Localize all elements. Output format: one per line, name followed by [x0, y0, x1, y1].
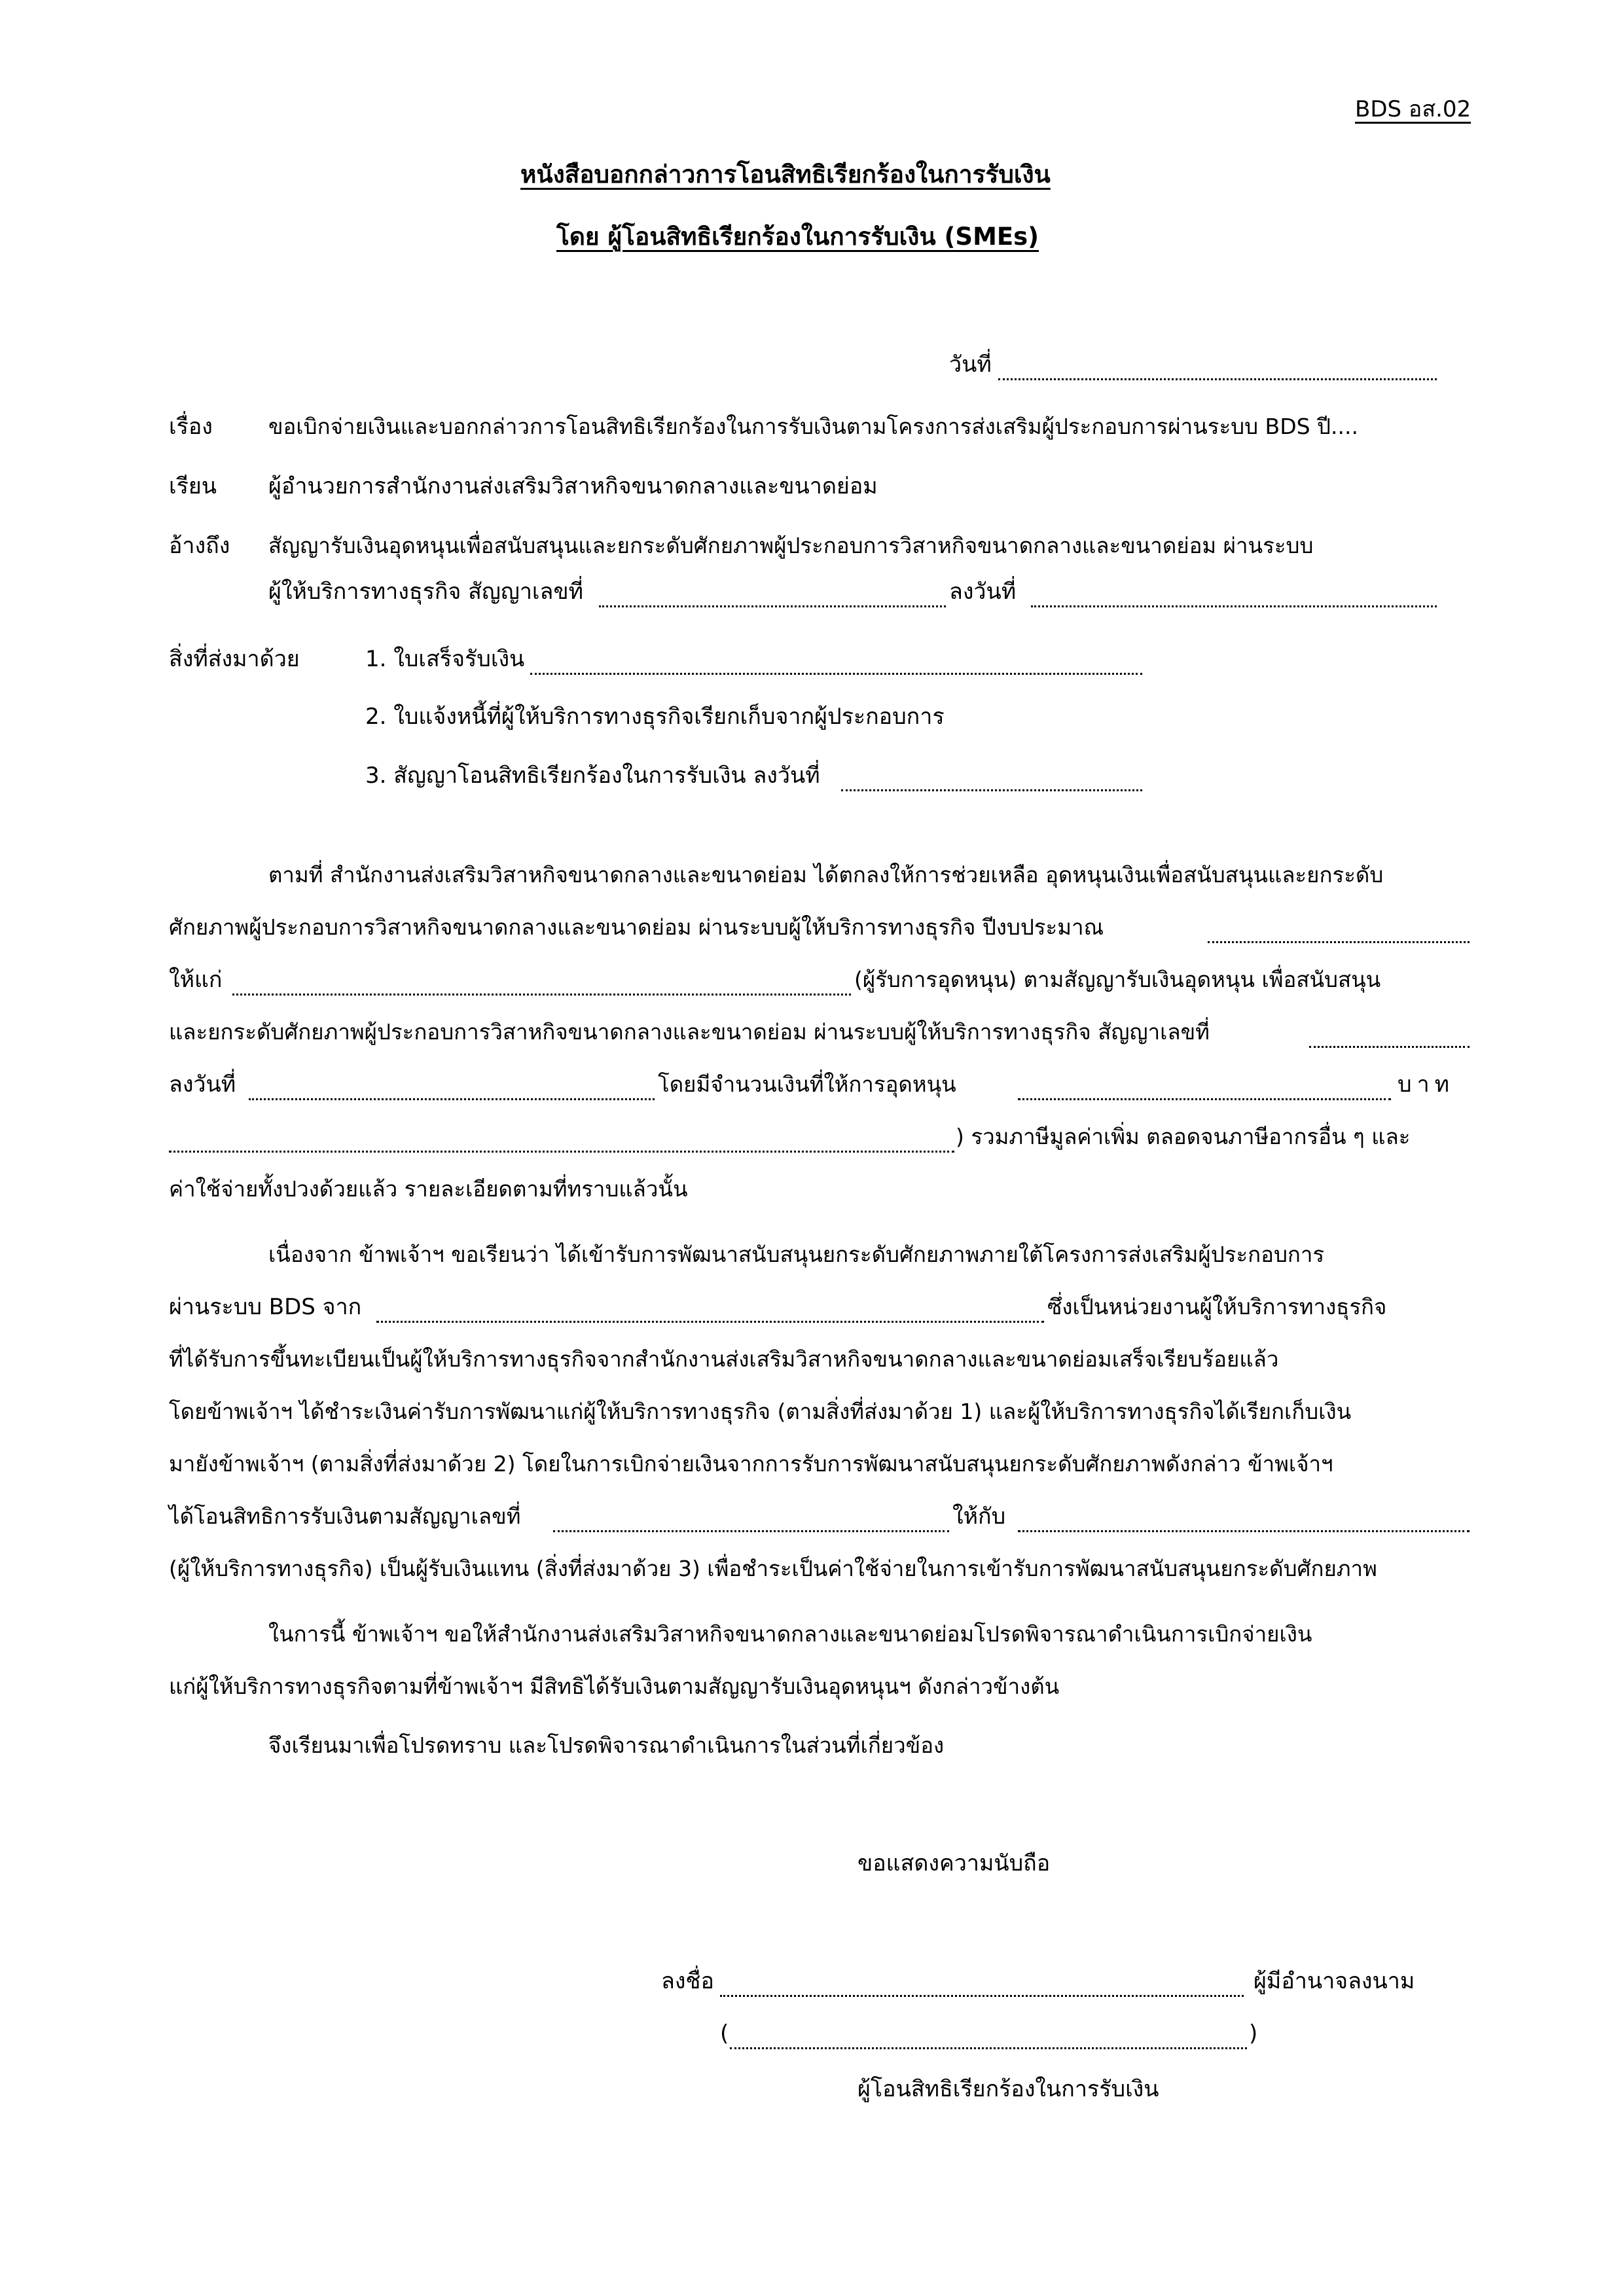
reference-label: อ้างถึง [169, 533, 230, 559]
signatory-name-field[interactable] [730, 2047, 1247, 2049]
subject-text: ขอเบิกจ่ายเงินและบอกกล่าวการโอนสิทธิเรียกร้องในการรับเงินตามโครงการส่งเสริมผู้ประกอบการผ่านระบบ BDS ปี.... [268, 414, 1358, 439]
signature-close-paren: ) [1249, 2020, 1258, 2047]
enclosure-item-3: 3. สัญญาโอนสิทธิเรียกร้องในการรับเงิน ลงวันที่ [365, 762, 820, 789]
reference-line2-date-label: ลงวันที่ [949, 579, 1017, 605]
para2-line1: เนื่องจาก ข้าพเจ้าฯ ขอเรียนว่า ได้เข้ารับการพัฒนาสนับสนุนยกระดับศักยภาพภายใต้โครงการส่งเสริมผู้ประกอบการ [268, 1242, 1325, 1267]
grant-amount-field[interactable] [1018, 1098, 1391, 1100]
para3-line1: ในการนี้ ข้าพเจ้าฯ ขอให้สำนักงานส่งเสริมวิสาหกิจขนาดกลางและขนาดย่อมโปรดพิจารณาดำเนินการเบิกจ่ายเงิน [268, 1621, 1312, 1647]
para2-line4: โดยข้าพเจ้าฯ ได้ชำระเงินค่ารับการพัฒนาแก่ผู้ให้บริการทางธุรกิจ (ตามสิ่งที่ส่งมาด้วย 1) และผู้ให้บริการทางธุรกิจได้เรียกเก็บเงิน [169, 1399, 1352, 1424]
grant-amount-words-field[interactable] [169, 1151, 954, 1153]
signature-label: ลงชื่อ [661, 1968, 714, 1994]
recipient-label: เรียน [169, 473, 217, 499]
para1-line7: ค่าใช้จ่ายทั้งปวงด้วยแล้ว รายละเอียดตามที่ทราบแล้วนั้น [169, 1176, 688, 1202]
enclosure-item-1-field[interactable] [530, 673, 1142, 675]
para2-line5: มายังข้าพเจ้าฯ (ตามสิ่งที่ส่งมาด้วย 2) โดยในการเบิกจ่ายเงินจากการรับการพัฒนาสนับสนุนยกระดับศักยภาพดังกล่าว ข้าพเจ้าฯ [169, 1451, 1333, 1477]
subject-label: เรื่อง [169, 414, 213, 440]
reference-date-field[interactable] [1031, 605, 1437, 607]
enclosures-label: สิ่งที่ส่งมาด้วย [169, 646, 300, 672]
para2-line2-b: ซึ่งเป็นหน่วยงานผู้ให้บริการทางธุรกิจ [1047, 1294, 1387, 1319]
enclosure-item-2: 2. ใบแจ้งหนี้ที่ผู้ให้บริการทางธุรกิจเรียกเก็บจากผู้ประกอบการ [365, 704, 945, 730]
para1-line2: ศักยภาพผู้ประกอบการวิสาหกิจขนาดกลางและขนาดย่อม ผ่านระบบผู้ให้บริการทางธุรกิจ ปีงบประมาณ [169, 914, 1104, 940]
document-title-line1: หนังสือบอกกล่าวการโอนสิทธิเรียกร้องในการรับเงิน [520, 160, 1051, 188]
para4: จึงเรียนมาเพื่อโปรดทราบ และโปรดพิจารณาดำเนินการในส่วนที่เกี่ยวข้อง [268, 1732, 945, 1758]
signatory-role: ผู้โอนสิทธิเรียกร้องในการรับเงิน [857, 2076, 1159, 2102]
signature-open-paren: ( [720, 2020, 729, 2047]
closing-text: ขอแสดงความนับถือ [857, 1850, 1051, 1876]
recipient-text: ผู้อำนวยการสำนักงานส่งเสริมวิสาหกิจขนาดกลางและขนาดย่อม [268, 473, 878, 499]
para1-line3-recipient-label: ให้แก่ [169, 967, 223, 993]
signature-field[interactable] [720, 1995, 1244, 1997]
para1-line5-baht: บาท [1398, 1071, 1455, 1098]
para1-line5-date-label: ลงวันที่ [169, 1071, 236, 1098]
reference-line1: สัญญารับเงินอุดหนุนเพื่อสนับสนุนและยกระดับศักยภาพผู้ประกอบการวิสาหกิจขนาดกลางและขนาดย่อม ผ่านระบบ [268, 533, 1314, 558]
enclosure-item-3-date-field[interactable] [841, 789, 1142, 791]
para1-line3-text: (ผู้รับการอุดหนุน) ตามสัญญารับเงินอุดหนุน เพื่อสนับสนุน [854, 967, 1381, 992]
date-field[interactable] [998, 378, 1437, 380]
para2-line6-a: ได้โอนสิทธิการรับเงินตามสัญญาเลขที่ [169, 1503, 521, 1529]
para1-line1: ตามที่ สำนักงานส่งเสริมวิสาหกิจขนาดกลางและขนาดย่อม ได้ตกลงให้การช่วยเหลือ อุดหนุนเงินเพื่อสนับสนุนและยกระดับ [268, 862, 1384, 888]
reference-contract-number-field[interactable] [599, 605, 946, 607]
fiscal-year-field[interactable] [1208, 941, 1470, 943]
service-provider-field[interactable] [376, 1321, 1044, 1323]
para1-line6: ) รวมภาษีมูลค่าเพิ่ม ตลอดจนภาษีอากรอื่น ๆ และ [956, 1124, 1411, 1149]
signature-authority: ผู้มีอำนาจลงนาม [1254, 1968, 1415, 1994]
date-label: วันที่ [949, 351, 992, 378]
para2-line7: (ผู้ให้บริการทางธุรกิจ) เป็นผู้รับเงินแทน (สิ่งที่ส่งมาด้วย 3) เพื่อชำระเป็นค่าใช้จ่ายในการเข้ารับการพัฒนาสนับสนุนยกระดับศักยภาพ [169, 1556, 1377, 1581]
transfer-to-field[interactable] [1018, 1530, 1470, 1532]
grant-date-field[interactable] [249, 1098, 655, 1100]
para2-line6-b: ให้กับ [952, 1503, 1006, 1530]
grant-recipient-field[interactable] [232, 994, 851, 996]
document-title-line2: โดย ผู้โอนสิทธิเรียกร้องในการรับเงิน (SMEs) [556, 223, 1039, 251]
document-code: BDS อส.02 [1355, 96, 1471, 122]
grant-contract-number-field[interactable] [1309, 1046, 1470, 1048]
para1-line5-amount-label: โดยมีจำนวนเงินที่ให้การอุดหนุน [658, 1071, 956, 1097]
transfer-contract-number-field[interactable] [553, 1530, 949, 1532]
para1-line4: และยกระดับศักยภาพผู้ประกอบการวิสาหกิจขนาดกลางและขนาดย่อม ผ่านระบบผู้ให้บริการทางธุรกิจ สัญญาเลขที่ [169, 1019, 1210, 1045]
reference-line2-contract: ผู้ให้บริการทางธุรกิจ สัญญาเลขที่ [268, 579, 584, 605]
para2-line3: ที่ได้รับการขึ้นทะเบียนเป็นผู้ให้บริการทางธุรกิจจากสำนักงานส่งเสริมวิสาหกิจขนาดกลางและขนาดย่อมเสร็จเรียบร้อยแล้ว [169, 1346, 1279, 1372]
para2-line2-a: ผ่านระบบ BDS จาก [169, 1294, 362, 1320]
enclosure-item-1: 1. ใบเสร็จรับเงิน [365, 646, 525, 672]
para3-line2: แก่ผู้ให้บริการทางธุรกิจตามที่ข้าพเจ้าฯ มีสิทธิได้รับเงินตามสัญญารับเงินอุดหนุนฯ ดังกล่าวข้างต้น [169, 1674, 1060, 1699]
